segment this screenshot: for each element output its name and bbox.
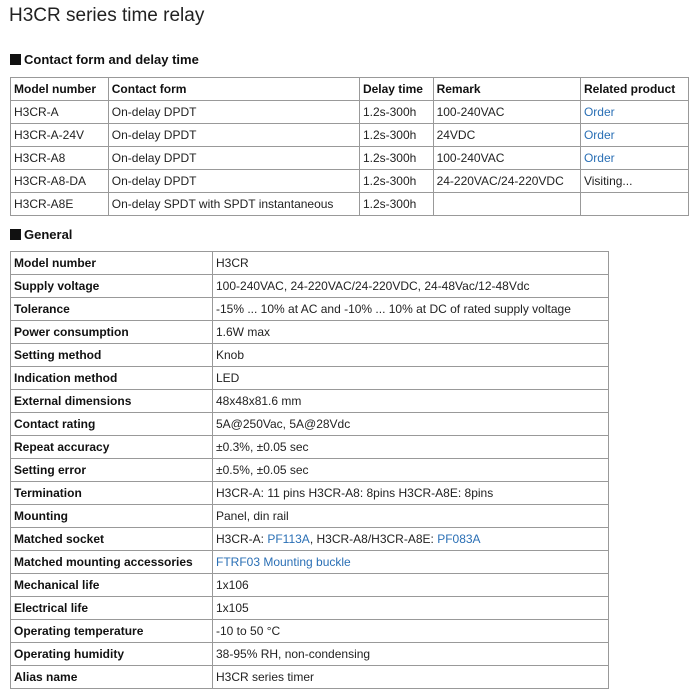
page-title: H3CR series time relay bbox=[9, 5, 205, 26]
column-header: Remark bbox=[433, 78, 580, 101]
section-heading-contact bbox=[10, 52, 199, 67]
table-row bbox=[11, 321, 609, 344]
table-row bbox=[11, 170, 689, 193]
spec-value: Knob bbox=[213, 344, 609, 367]
table-row bbox=[11, 344, 609, 367]
remark-cell: 100-240VAC bbox=[433, 101, 580, 124]
table-row bbox=[11, 367, 609, 390]
spec-label: Operating temperature bbox=[11, 620, 213, 643]
table-row bbox=[11, 147, 689, 170]
section-heading-label: General bbox=[24, 227, 73, 242]
contact-form-cell: On-delay DPDT bbox=[108, 101, 359, 124]
spec-value: H3CR bbox=[213, 252, 609, 275]
table-row bbox=[11, 574, 609, 597]
section-heading-label: Contact form and delay time bbox=[24, 52, 199, 67]
section-bullet-icon bbox=[10, 54, 21, 65]
table-row bbox=[11, 597, 609, 620]
spec-label: Supply voltage bbox=[11, 275, 213, 298]
spec-value: 48x48x81.6 mm bbox=[213, 390, 609, 413]
contact-form-cell: On-delay DPDT bbox=[108, 124, 359, 147]
spec-value-text: , H3CR-A8/H3CR-A8E: bbox=[309, 532, 438, 546]
spec-value-text: H3CR-A: bbox=[216, 532, 268, 546]
general-specs-table bbox=[10, 251, 609, 689]
spec-value: 100-240VAC, 24-220VAC/24-220VDC, 24-48Vac/12-48Vdc bbox=[213, 275, 609, 298]
contact-form-cell: On-delay DPDT bbox=[108, 147, 359, 170]
related-product-cell bbox=[580, 193, 688, 216]
column-header: Related product bbox=[580, 78, 688, 101]
table-row bbox=[11, 275, 609, 298]
remark-cell: 100-240VAC bbox=[433, 147, 580, 170]
spec-label: Termination bbox=[11, 482, 213, 505]
table-row bbox=[11, 436, 609, 459]
spec-value: Panel, din rail bbox=[213, 505, 609, 528]
remark-cell: 24VDC bbox=[433, 124, 580, 147]
table-row bbox=[11, 124, 689, 147]
table-row bbox=[11, 390, 609, 413]
table-row bbox=[11, 193, 689, 216]
spec-label: Indication method bbox=[11, 367, 213, 390]
spec-label: Repeat accuracy bbox=[11, 436, 213, 459]
contact-form-table bbox=[10, 77, 689, 216]
table-row bbox=[11, 482, 609, 505]
spec-value: 1.6W max bbox=[213, 321, 609, 344]
table-row bbox=[11, 101, 689, 124]
delay-time-cell: 1.2s-300h bbox=[359, 124, 433, 147]
delay-time-cell: 1.2s-300h bbox=[359, 193, 433, 216]
table-row bbox=[11, 413, 609, 436]
spec-value bbox=[213, 528, 609, 551]
model-number-cell: H3CR-A8 bbox=[11, 147, 109, 170]
spec-value: LED bbox=[213, 367, 609, 390]
model-number-cell: H3CR-A8E bbox=[11, 193, 109, 216]
table-row bbox=[11, 298, 609, 321]
spec-label: Matched socket bbox=[11, 528, 213, 551]
table-row bbox=[11, 666, 609, 689]
spec-value: 38-95% RH, non-condensing bbox=[213, 643, 609, 666]
spec-value: H3CR series timer bbox=[213, 666, 609, 689]
remark-cell bbox=[433, 193, 580, 216]
spec-label: Setting error bbox=[11, 459, 213, 482]
related-product-cell: Visiting... bbox=[580, 170, 688, 193]
table-header-row bbox=[11, 78, 689, 101]
order-link[interactable]: Order bbox=[580, 124, 688, 147]
product-link[interactable]: PF113A bbox=[267, 532, 310, 546]
spec-label: Mechanical life bbox=[11, 574, 213, 597]
spec-value: 1x105 bbox=[213, 597, 609, 620]
spec-label: Operating humidity bbox=[11, 643, 213, 666]
spec-value: ±0.5%, ±0.05 sec bbox=[213, 459, 609, 482]
table-row bbox=[11, 505, 609, 528]
spec-value: -15% ... 10% at AC and -10% ... 10% at DC of rated supply voltage bbox=[213, 298, 609, 321]
spec-value: 1x106 bbox=[213, 574, 609, 597]
column-header: Model number bbox=[11, 78, 109, 101]
model-number-cell: H3CR-A bbox=[11, 101, 109, 124]
spec-value bbox=[213, 551, 609, 574]
product-link[interactable]: FTRF03 Mounting buckle bbox=[216, 555, 351, 569]
contact-form-cell: On-delay DPDT bbox=[108, 170, 359, 193]
table-row bbox=[11, 643, 609, 666]
remark-cell: 24-220VAC/24-220VDC bbox=[433, 170, 580, 193]
spec-value: 5A@250Vac, 5A@28Vdc bbox=[213, 413, 609, 436]
table-row bbox=[11, 459, 609, 482]
table-row bbox=[11, 252, 609, 275]
column-header: Contact form bbox=[108, 78, 359, 101]
table-row bbox=[11, 620, 609, 643]
spec-label: Alias name bbox=[11, 666, 213, 689]
table-row bbox=[11, 528, 609, 551]
table-row bbox=[11, 551, 609, 574]
spec-label: Tolerance bbox=[11, 298, 213, 321]
spec-label: Setting method bbox=[11, 344, 213, 367]
section-heading-general bbox=[10, 227, 72, 242]
order-link[interactable]: Order bbox=[580, 101, 688, 124]
spec-label: Mounting bbox=[11, 505, 213, 528]
delay-time-cell: 1.2s-300h bbox=[359, 170, 433, 193]
spec-value: -10 to 50 °C bbox=[213, 620, 609, 643]
model-number-cell: H3CR-A8-DA bbox=[11, 170, 109, 193]
spec-label: Power consumption bbox=[11, 321, 213, 344]
spec-label: Matched mounting accessories bbox=[11, 551, 213, 574]
spec-value: ±0.3%, ±0.05 sec bbox=[213, 436, 609, 459]
contact-form-cell: On-delay SPDT with SPDT instantaneous bbox=[108, 193, 359, 216]
product-link[interactable]: PF083A bbox=[437, 532, 481, 546]
model-number-cell: H3CR-A-24V bbox=[11, 124, 109, 147]
order-link[interactable]: Order bbox=[580, 147, 688, 170]
spec-value: H3CR-A: 11 pins H3CR-A8: 8pins H3CR-A8E: 8pins bbox=[213, 482, 609, 505]
section-bullet-icon bbox=[10, 229, 21, 240]
delay-time-cell: 1.2s-300h bbox=[359, 101, 433, 124]
column-header: Delay time bbox=[359, 78, 433, 101]
delay-time-cell: 1.2s-300h bbox=[359, 147, 433, 170]
spec-label: Contact rating bbox=[11, 413, 213, 436]
spec-label: External dimensions bbox=[11, 390, 213, 413]
spec-label: Model number bbox=[11, 252, 213, 275]
spec-label: Electrical life bbox=[11, 597, 213, 620]
